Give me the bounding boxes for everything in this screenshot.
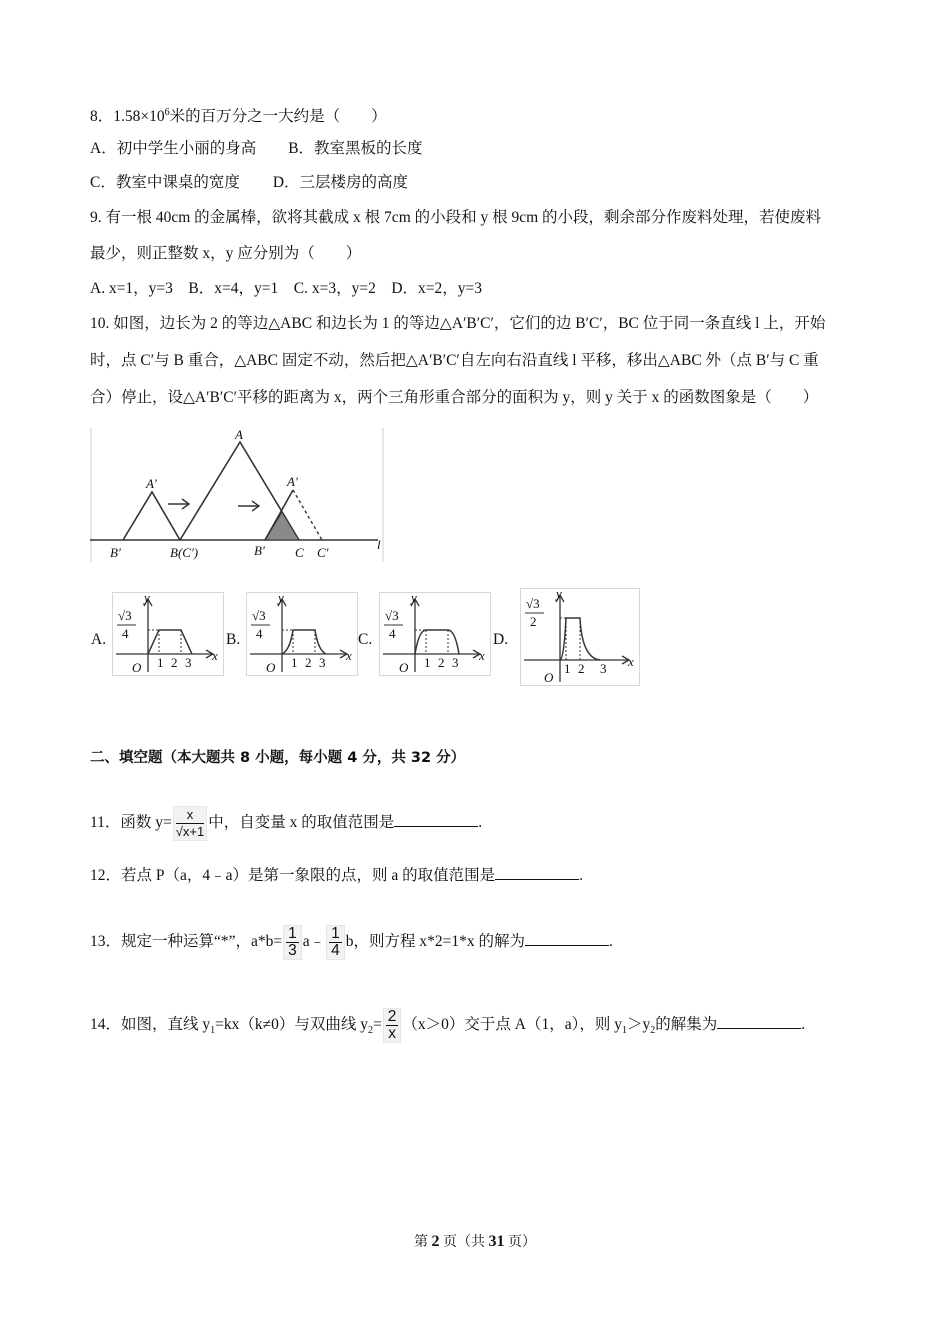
q13-answer-blank[interactable] (525, 931, 609, 946)
q10-option-graph[interactable] (379, 592, 491, 676)
label-l: l (377, 537, 381, 552)
label-b-prime-1: B′ (110, 545, 121, 560)
q11: 11．函数 y= $\frac{x}{√x+1}$ 中，自变量 x 的取值范围是 . (90, 807, 483, 839)
q8-option-b: B．教室黑板的长度 (288, 140, 423, 157)
x-tick-label: 2 (438, 655, 445, 670)
y-tick-denominator: 4 (122, 626, 129, 641)
q9-line2: 最少，则正整数 x，y 应分别为（ ） (90, 245, 362, 262)
q11-answer-blank[interactable] (394, 812, 478, 827)
origin-label: O (266, 660, 276, 675)
q9-line1: 9. 有一根 40cm 的金属棒，欲将其截成 x 根 7cm 的小段和 y 根 9cm 的小段，剩余部分作废料处理，若使废料 (90, 209, 822, 226)
graph-frame (247, 593, 358, 676)
graph-frame (113, 593, 224, 676)
q10-option-graph[interactable] (112, 592, 224, 676)
q8-option-a: A．初中学生小丽的身高 (90, 140, 257, 157)
q11-fraction: $\frac{x}{√x+1}$ (173, 806, 207, 841)
x-tick-label: 3 (319, 655, 326, 670)
q10-line2: 时，点 C′与 B 重合，△ABC 固定不动，然后把△A′B′C′自左向右沿直线 l 平移，移出△ABC 外（点 B′与 C 重 (90, 352, 819, 369)
q10-option-graph[interactable] (520, 588, 640, 686)
q8-stem: 8．$1.58\times 10^6$米的百万分之一大约是（ ） (90, 107, 387, 126)
q14: 14．如图，直线 $y_1=kx(k\ne 0)$与双曲线 $y_2=$ $\frac{2}{x}$ （x＞0）交于点 A（1，a），则 $y_1>y_2$的解集为 . (90, 1008, 806, 1042)
x-tick-label: 3 (185, 655, 192, 670)
x-tick-label: 1 (424, 655, 431, 670)
label-b-c-prime: B(C′) (170, 545, 199, 560)
y-tick-numerator: √3 (118, 608, 132, 623)
x-axis-label: x (346, 648, 352, 663)
x-tick-label: 1 (564, 661, 571, 676)
q10-option-letter: D. (493, 631, 509, 648)
q8-option-d: D．三层楼房的高度 (272, 174, 409, 191)
q10-option-graph[interactable] (246, 592, 358, 676)
x-tick-label: 2 (578, 661, 585, 676)
q10-option-letter: A. (91, 631, 107, 648)
y-tick-numerator: √3 (526, 596, 540, 611)
label-a-prime-1: A′ (146, 476, 157, 491)
q10-option-letter: C. (358, 631, 373, 648)
x-tick-label: 3 (452, 655, 459, 670)
y-axis-label: y (278, 592, 284, 605)
origin-label: O (544, 670, 554, 685)
page-total: 31 (488, 1233, 505, 1250)
q13: 13．规定一种运算“*”，a*b= $\frac{1}{3}$ a﹣ $\frac{1}{4}$ b，则方程 x*2=1*x 的解为 . (90, 925, 613, 959)
origin-label: O (399, 660, 409, 675)
q10-triangle-figure (90, 428, 385, 562)
q9-options: A. x=1，y=3 B．x=4，y=1 C. x=3，y=2 D．x=2，y=3 (90, 280, 482, 297)
section-2-heading: 二、填空题（本大题共 8 小题，每小题 4 分，共 32 分） (90, 750, 466, 766)
graph-frame (380, 593, 491, 676)
label-a: A (235, 428, 243, 442)
moved-triangle-dashed-side (293, 490, 322, 540)
overlap-shaded-region (265, 512, 299, 540)
x-tick-label: 2 (171, 655, 178, 670)
q10-line3: 合）停止，设△A′B′C′平移的距离为 x，两个三角形重合部分的面积为 y，则 y 关于 x 的函数图象是（ ） (90, 389, 819, 406)
x-axis-label: x (479, 648, 485, 663)
label-c: C (295, 545, 304, 560)
page-number: 2 (431, 1233, 440, 1250)
y-axis-label: y (556, 588, 562, 601)
q8-options-ab (90, 139, 423, 159)
q8-options-cd (90, 173, 408, 193)
q12: 12．若点 P（a，4﹣a）是第一象限的点，则 a 的取值范围是 . (90, 867, 584, 884)
q12-answer-blank[interactable] (495, 865, 579, 880)
y-tick-denominator: 4 (389, 626, 396, 641)
y-tick-denominator: 4 (256, 626, 263, 641)
q8-option-c: C．教室中课桌的宽度 (90, 174, 240, 191)
x-axis-label: x (628, 654, 634, 669)
y-axis-label: y (411, 592, 417, 605)
y-axis-label: y (144, 592, 150, 605)
label-c-prime: C′ (317, 545, 329, 560)
y-tick-numerator: √3 (385, 608, 399, 623)
q10-line1: 10. 如图，边长为 2 的等边△ABC 和边长为 1 的等边△A′B′C′，它们的边 B′C′，BC 位于同一条直线 l 上，开始 (90, 315, 826, 332)
x-tick-label: 1 (157, 655, 164, 670)
x-axis-label: x (212, 648, 218, 663)
q14-fraction: $\frac{2}{x}$ (383, 1008, 402, 1043)
arrow-right-icon (238, 501, 259, 511)
y-tick-numerator: √3 (252, 608, 266, 623)
q10-option-letter: B. (226, 631, 241, 648)
q13-fraction-1: $\frac{1}{3}$ (283, 925, 302, 960)
q13-fraction-2: $\frac{1}{4}$ (326, 925, 345, 960)
x-tick-label: 1 (291, 655, 298, 670)
x-tick-label: 2 (305, 655, 312, 670)
label-b-prime-2: B′ (254, 543, 265, 558)
small-triangle-start (123, 492, 180, 540)
q14-answer-blank[interactable] (717, 1014, 801, 1029)
arrow-right-icon (168, 499, 189, 509)
page-footer: 第 2 页（共 31 页） (414, 1233, 536, 1250)
x-tick-label: 3 (600, 661, 607, 676)
y-tick-denominator: 2 (530, 614, 537, 629)
origin-label: O (132, 660, 142, 675)
label-a-prime-2: A′ (287, 474, 298, 489)
